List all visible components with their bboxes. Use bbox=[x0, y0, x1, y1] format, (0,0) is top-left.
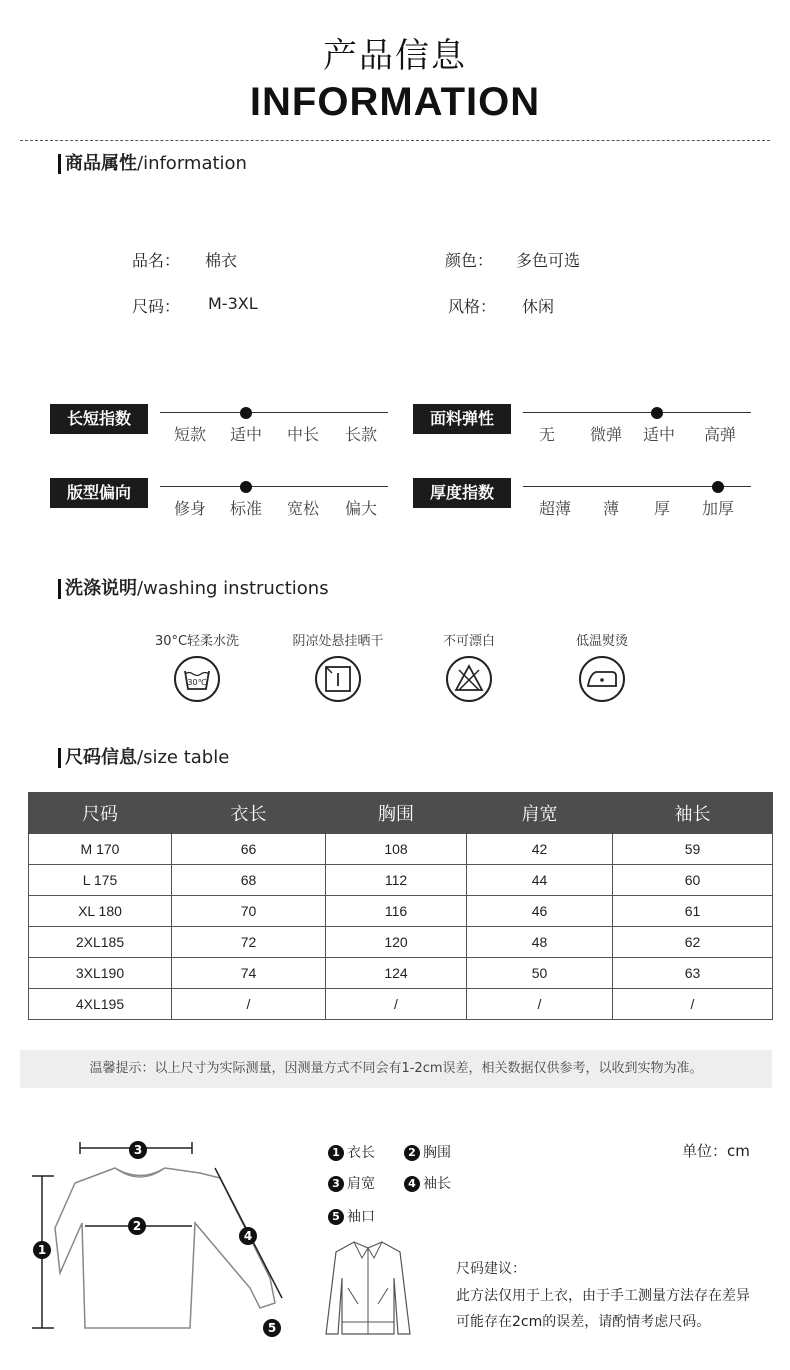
scale-option: 修身 bbox=[173, 499, 206, 518]
table-cell: 63 bbox=[613, 958, 773, 989]
scale-option: 微弹 bbox=[589, 425, 622, 444]
section-heading-info-cn: 商品属性 bbox=[65, 153, 137, 174]
table-row bbox=[29, 834, 773, 865]
attr-label-size: 尺码： bbox=[132, 297, 181, 316]
table-cell: 59 bbox=[613, 834, 773, 865]
line-dry-shade-icon bbox=[314, 655, 362, 703]
scale-option: 适中 bbox=[229, 425, 262, 444]
table-cell: / bbox=[613, 989, 773, 1020]
legend-num-2: 2 bbox=[404, 1145, 420, 1161]
table-cell: L 175 bbox=[29, 865, 172, 896]
scale-indicator-3 bbox=[240, 481, 252, 493]
page-title-cn: 产品信息 bbox=[323, 36, 467, 76]
marker-2-label: 2 bbox=[132, 1219, 142, 1233]
scale-track-3 bbox=[160, 486, 388, 487]
table-cell: 116 bbox=[326, 896, 467, 927]
legend-item-3 bbox=[328, 1173, 375, 1193]
legend-item-5 bbox=[328, 1206, 375, 1226]
legend-label-4: 袖长 bbox=[423, 1176, 451, 1192]
marker-5-label: 5 bbox=[267, 1321, 277, 1335]
legend-item-2 bbox=[404, 1142, 451, 1162]
table-cell: 44 bbox=[467, 865, 613, 896]
scale-indicator-4 bbox=[712, 481, 724, 493]
table-cell: 112 bbox=[326, 865, 467, 896]
garment-outline bbox=[55, 1168, 275, 1328]
wash-label-2: 阴凉处悬挂晒干 bbox=[292, 634, 384, 649]
size-table bbox=[28, 792, 773, 1020]
section-heading-size-en: /size table bbox=[137, 747, 230, 768]
table-cell: 61 bbox=[613, 896, 773, 927]
scale-option: 无 bbox=[538, 425, 555, 444]
scale-option: 中长 bbox=[286, 425, 319, 444]
section-heading-size bbox=[58, 748, 229, 768]
table-row bbox=[29, 927, 773, 958]
scale-option: 标准 bbox=[229, 499, 262, 518]
legend-label-3: 肩宽 bbox=[347, 1176, 375, 1192]
col-header-shoulder: 肩宽 bbox=[467, 793, 613, 834]
col-header-sleeve: 袖长 bbox=[613, 793, 773, 834]
size-table-header-row bbox=[29, 793, 773, 834]
scale-option: 适中 bbox=[642, 425, 675, 444]
table-cell: 120 bbox=[326, 927, 467, 958]
scale-tag-2: 面料弹性 bbox=[413, 404, 511, 434]
attr-label-name: 品名： bbox=[132, 251, 181, 270]
marker-4-label: 4 bbox=[243, 1229, 253, 1243]
no-bleach-icon bbox=[445, 655, 493, 703]
table-cell: / bbox=[467, 989, 613, 1020]
attr-value-color: 多色可选 bbox=[516, 251, 581, 270]
wash-label-3: 不可漂白 bbox=[442, 634, 495, 649]
scale-tag-4: 厚度指数 bbox=[413, 478, 511, 508]
attr-value-name: 棉衣 bbox=[205, 251, 238, 270]
scale-option: 宽松 bbox=[286, 499, 319, 518]
legend-num-1: 1 bbox=[328, 1145, 344, 1161]
table-cell: / bbox=[326, 989, 467, 1020]
table-row bbox=[29, 865, 773, 896]
wash-label-4: 低温熨烫 bbox=[575, 634, 628, 649]
table-cell: 48 bbox=[467, 927, 613, 958]
advice-title: 尺码建议： bbox=[456, 1261, 526, 1277]
table-row bbox=[29, 989, 773, 1020]
wash-30-icon bbox=[173, 655, 221, 703]
table-cell: 70 bbox=[172, 896, 326, 927]
table-cell: 108 bbox=[326, 834, 467, 865]
iron-low-icon bbox=[578, 655, 626, 703]
advice-line-1: 此方法仅用于上衣，由于手工测量方法存在差异 bbox=[456, 1288, 750, 1304]
scale-track-2 bbox=[523, 412, 751, 413]
table-cell: / bbox=[172, 989, 326, 1020]
table-row bbox=[29, 896, 773, 927]
attr-label-style: 风格： bbox=[448, 297, 497, 316]
scale-option: 偏大 bbox=[344, 499, 377, 518]
section-heading-washing-cn: 洗涤说明 bbox=[65, 578, 137, 599]
legend-label-2: 胸围 bbox=[423, 1145, 451, 1161]
legend-label-1: 衣长 bbox=[347, 1145, 375, 1161]
scale-tag-3: 版型偏向 bbox=[50, 478, 148, 508]
legend-item-1 bbox=[328, 1142, 375, 1162]
col-header-size: 尺码 bbox=[29, 793, 172, 834]
table-cell: M 170 bbox=[29, 834, 172, 865]
advice-line-2: 可能存在2cm的误差，请酌情考虑尺码。 bbox=[456, 1314, 711, 1330]
scale-option: 超薄 bbox=[538, 499, 571, 518]
scale-option: 厚 bbox=[653, 499, 670, 518]
table-cell: 3XL190 bbox=[29, 958, 172, 989]
page-title-en: INFORMATION bbox=[249, 80, 541, 124]
table-row bbox=[29, 958, 773, 989]
marker-1-label: 1 bbox=[37, 1243, 47, 1257]
attr-value-size: M-3XL bbox=[208, 294, 258, 313]
marker-3-label: 3 bbox=[133, 1143, 143, 1157]
legend-num-3: 3 bbox=[328, 1176, 344, 1192]
table-cell: XL 180 bbox=[29, 896, 172, 927]
scale-track-1 bbox=[160, 412, 388, 413]
section-heading-size-cn: 尺码信息 bbox=[65, 747, 137, 768]
table-cell: 62 bbox=[613, 927, 773, 958]
wash-label-1: 30°C轻柔水洗 bbox=[154, 634, 240, 649]
scale-indicator-1 bbox=[240, 407, 252, 419]
table-cell: 74 bbox=[172, 958, 326, 989]
divider bbox=[20, 140, 770, 141]
scale-tag-1: 长短指数 bbox=[50, 404, 148, 434]
jacket-illustration bbox=[324, 1238, 412, 1338]
table-cell: 46 bbox=[467, 896, 613, 927]
col-header-chest: 胸围 bbox=[326, 793, 467, 834]
section-heading-washing-en: /washing instructions bbox=[137, 578, 329, 599]
unit-label: 单位：cm bbox=[682, 1142, 750, 1160]
table-cell: 60 bbox=[613, 865, 773, 896]
scale-option: 长款 bbox=[344, 425, 377, 444]
table-cell: 4XL195 bbox=[29, 989, 172, 1020]
scale-indicator-2 bbox=[651, 407, 663, 419]
scale-option: 薄 bbox=[602, 499, 619, 518]
table-cell: 72 bbox=[172, 927, 326, 958]
scale-option: 加厚 bbox=[701, 499, 734, 518]
col-header-length: 衣长 bbox=[172, 793, 326, 834]
legend-label-5: 袖口 bbox=[347, 1209, 375, 1225]
section-heading-washing bbox=[58, 579, 329, 599]
attr-label-color: 颜色： bbox=[445, 251, 494, 270]
legend-num-4: 4 bbox=[404, 1176, 420, 1192]
legend-num-5: 5 bbox=[328, 1209, 344, 1225]
table-cell: 68 bbox=[172, 865, 326, 896]
scale-option: 短款 bbox=[173, 425, 206, 444]
table-cell: 124 bbox=[326, 958, 467, 989]
attr-value-style: 休闲 bbox=[522, 297, 555, 316]
tip-bar: 温馨提示：以上尺寸为实际测量，因测量方式不同会有1-2cm误差，相关数据仅供参考，以收到实物为准。 bbox=[20, 1050, 772, 1088]
measurement-diagram bbox=[20, 1128, 320, 1348]
section-heading-info-en: /information bbox=[137, 153, 247, 174]
wash-temp-text: 30℃ bbox=[187, 678, 207, 687]
table-cell: 42 bbox=[467, 834, 613, 865]
table-cell: 2XL185 bbox=[29, 927, 172, 958]
table-cell: 50 bbox=[467, 958, 613, 989]
section-heading-info bbox=[58, 154, 247, 174]
legend-item-4 bbox=[404, 1173, 451, 1193]
table-cell: 66 bbox=[172, 834, 326, 865]
scale-option: 高弹 bbox=[703, 425, 736, 444]
